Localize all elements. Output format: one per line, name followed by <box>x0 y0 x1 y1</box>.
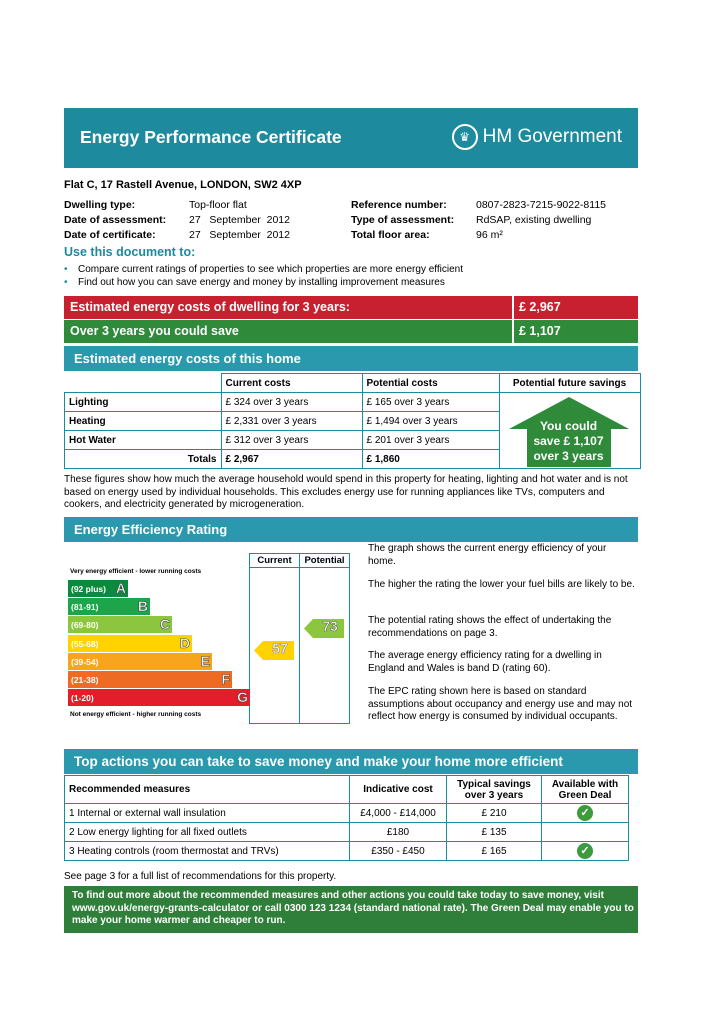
row-label: Lighting <box>65 393 222 412</box>
potential-cost: £ 1,494 over 3 years <box>362 412 499 431</box>
green-deal-info-box <box>64 886 638 933</box>
eer-paragraph: The higher the rating the lower your fuel bills are likely to be. <box>368 579 635 590</box>
eer-paragraph: The potential rating shows the effect of undertaking the recommendations on page 3. <box>368 615 612 639</box>
savings-line: over 3 years <box>533 449 604 463</box>
table-row <box>65 804 629 823</box>
band-range: (92 plus) <box>71 584 106 594</box>
green-deal-cell <box>542 823 629 842</box>
potential-cost: £ 201 over 3 years <box>362 431 499 450</box>
column-header: Typical savings over 3 years <box>447 776 542 804</box>
info-label: Type of assessment: <box>351 214 455 226</box>
save-value-cell <box>512 320 640 343</box>
check-icon: ✓ <box>577 843 593 859</box>
band-range: (55-68) <box>71 638 99 649</box>
column-header: Indicative cost <box>350 776 447 804</box>
current-cost: £ 324 over 3 years <box>221 393 362 412</box>
page-title: Energy Performance Certificate <box>80 127 342 147</box>
estimated-cost-bar <box>64 296 638 319</box>
band-range: (21-38) <box>71 675 99 685</box>
save-value: £ 1,107 <box>519 324 561 338</box>
rating-band-c <box>68 616 172 633</box>
rating-band-d <box>68 635 192 652</box>
measure-cell: 3 Heating controls (room thermostat and TRVs) <box>65 842 350 861</box>
measure-cell: 1 Internal or external wall insulation <box>65 804 350 823</box>
info-value: Top-floor flat <box>189 199 247 211</box>
band-letter: F <box>221 671 230 687</box>
eer-section-header <box>64 517 638 542</box>
band-letter: E <box>200 652 210 669</box>
table-row <box>65 823 629 842</box>
band-letter: A <box>115 580 126 596</box>
costs-section-header <box>64 346 638 371</box>
section-title: Estimated energy costs of this home <box>74 351 301 366</box>
info-value: 27 September 2012 <box>189 229 290 241</box>
column-header: Potential costs <box>362 374 499 393</box>
eer-paragraph: The graph shows the current energy efficiency of your home. <box>368 543 607 567</box>
rating-band-f <box>68 671 232 688</box>
band-range: (81-91) <box>71 602 99 613</box>
section-title: Energy Efficiency Rating <box>74 522 228 537</box>
current-cost: £ 312 over 3 years <box>221 431 362 450</box>
section-title: Top actions you can take to save money and make your home more efficient <box>74 754 563 769</box>
band-letter: B <box>137 598 148 615</box>
save-label: Over 3 years you could save <box>70 324 239 338</box>
royal-crest-icon: ♛ <box>452 124 478 150</box>
potential-cost: £ 165 over 3 years <box>362 393 499 412</box>
info-label: Reference number: <box>351 199 447 211</box>
info-label: Date of assessment: <box>64 214 167 226</box>
totals-current: £ 2,967 <box>221 450 362 469</box>
column-header: Potential future savings <box>499 374 640 393</box>
bullet-icon: • <box>64 277 68 288</box>
dwelling-info <box>64 199 290 244</box>
info-label: Dwelling type: <box>64 199 136 211</box>
potential-rating-value: 73 <box>322 618 338 634</box>
cost-cell: £4,000 - £14,000 <box>350 804 447 823</box>
costs-note: These figures show how much the average household would spend in this property for heating, lighting and hot water and is not based on energy used by individual households. This excludes energy use for running appliances like TVs, computers and cookers, and electricity generated by microgeneration. <box>64 474 628 510</box>
green-deal-cell <box>542 842 629 861</box>
eer-paragraph: The EPC rating shown here is based on standard assumptions about occupancy and energy use and may not reflect how energy is consumed by individual occupants. <box>368 686 633 722</box>
current-column-header: Current <box>257 555 292 566</box>
efficient-label: Very energy efficient - lower running costs <box>70 568 202 575</box>
savings-arrow-text <box>507 419 631 464</box>
save-bar <box>64 320 638 343</box>
column-divider <box>299 553 300 723</box>
see-page-note: See page 3 for a full list of recommendations for this property. <box>64 871 337 882</box>
check-icon: ✓ <box>577 805 593 821</box>
band-letter: C <box>159 616 170 633</box>
bullet-item <box>64 264 463 275</box>
cost-cell: £350 - £450 <box>350 842 447 861</box>
reference-info <box>351 199 606 244</box>
estimated-cost-value: £ 2,967 <box>519 300 561 314</box>
green-deal-cell <box>542 804 629 823</box>
column-header: Recommended measures <box>65 776 350 804</box>
savings-cell: £ 135 <box>447 823 542 842</box>
hm-government-label: HM Government <box>482 126 622 147</box>
inefficient-label: Not energy efficient - higher running costs <box>70 711 202 718</box>
eer-paragraph: The average energy efficiency rating for a dwelling in England and Wales is band D (rating 60). <box>368 650 602 674</box>
rating-band-e <box>68 653 212 670</box>
savings-cell: £ 210 <box>447 804 542 823</box>
current-rating-value: 57 <box>272 640 288 656</box>
row-label: Hot Water <box>65 431 222 450</box>
empty-cell <box>65 374 222 393</box>
savings-line: You could <box>539 419 598 433</box>
hm-government-logo <box>452 124 622 150</box>
band-letter: D <box>179 634 190 651</box>
info-value: 27 September 2012 <box>189 214 290 226</box>
use-document-title: Use this document to: <box>64 245 196 259</box>
info-value: 96 m² <box>476 229 503 241</box>
header-row <box>65 776 629 804</box>
info-label: Total floor area: <box>351 229 430 241</box>
band-letter: G <box>237 689 248 706</box>
measure-cell: 2 Low energy lighting for all fixed outlets <box>65 823 350 842</box>
estimated-cost-label: Estimated energy costs of dwelling for 3 years: <box>70 300 350 314</box>
info-value: RdSAP, existing dwelling <box>476 214 592 226</box>
property-address: Flat C, 17 Rastell Avenue, LONDON, SW2 4XP <box>64 179 302 191</box>
savings-cell <box>499 393 640 469</box>
info-label: Date of certificate: <box>64 229 156 241</box>
savings-line: save £ 1,107 <box>533 434 604 448</box>
table-row <box>65 393 641 412</box>
totals-label: Totals <box>65 450 222 469</box>
band-range: (69-80) <box>71 620 99 631</box>
certificate-header <box>64 108 638 168</box>
column-header: Current costs <box>221 374 362 393</box>
savings-cell: £ 165 <box>447 842 542 861</box>
cost-cell: £180 <box>350 823 447 842</box>
rating-band-a <box>68 580 128 597</box>
potential-column-header: Potential <box>304 555 345 566</box>
bullet-text: Find out how you can save energy and money by installing improvement measures <box>78 277 445 288</box>
current-cost: £ 2,331 over 3 years <box>221 412 362 431</box>
bullet-item <box>64 277 445 288</box>
estimated-cost-value-cell <box>512 296 640 319</box>
row-label: Heating <box>65 412 222 431</box>
bullet-icon: • <box>64 264 68 275</box>
band-range: (1-20) <box>71 693 94 704</box>
actions-table <box>64 775 629 861</box>
energy-rating-chart <box>64 546 352 724</box>
actions-section-header <box>64 749 638 774</box>
totals-potential: £ 1,860 <box>362 450 499 469</box>
table-row <box>65 842 629 861</box>
green-deal-text: To find out more about the recommended measures and other actions you could take today to save money, visit www.gov.uk/energy-grants-calculator or call 0300 123 1234 (standard national rate). The Green Deal may enable you to make your home warmer and cheaper to run. <box>72 890 634 926</box>
info-value: 0807-2823-7215-9022-8115 <box>476 199 606 211</box>
costs-table <box>64 373 641 469</box>
column-header: Available with Green Deal <box>542 776 629 804</box>
bullet-text: Compare current ratings of properties to see which properties are more energy efficient <box>78 264 464 275</box>
header-divider <box>249 567 349 568</box>
rating-band-g <box>68 689 250 706</box>
band-range: (39-54) <box>71 656 99 667</box>
rating-band-b <box>68 598 150 615</box>
